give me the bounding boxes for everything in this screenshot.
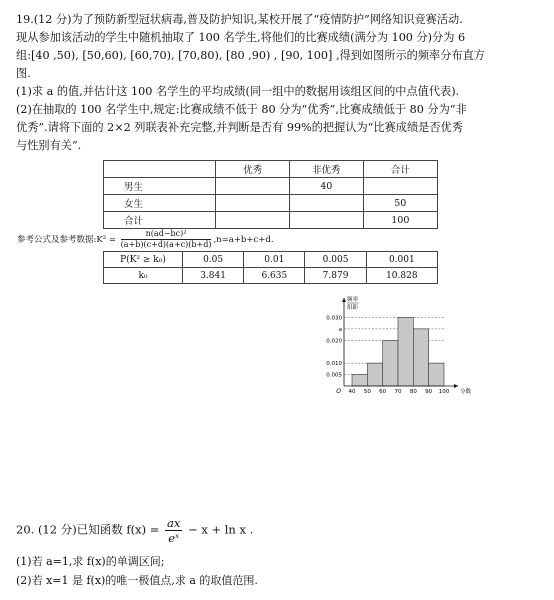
- q20-part-1: (1)若 a=1,求 f(x)的单调区间;: [16, 555, 165, 568]
- table-cell: [289, 195, 363, 212]
- q19-line-1: 19.(12 分)为了预防新型冠状病毒,普及防护知识,某校开展了“疫情防护”网络知识竞赛活动.: [16, 13, 463, 26]
- table-header-cell: 优秀: [216, 161, 290, 178]
- x-axis-label: 分数: [460, 389, 472, 395]
- table-cell: P(K² ≥ k₀): [104, 252, 183, 268]
- histogram-bar: [398, 317, 413, 386]
- q20-numerator: ax: [167, 516, 181, 530]
- q20-part-2: (2)若 x=1 是 f(x)的唯一极值点,求 a 的取值范围.: [16, 574, 258, 587]
- histogram-bar: [352, 375, 367, 386]
- x-tick-label: 60: [379, 389, 387, 395]
- table-row: [104, 178, 438, 195]
- table-cell: 7.879: [305, 268, 366, 284]
- reference-formula: [17, 229, 274, 250]
- table-cell: 0.001: [366, 252, 437, 268]
- formula-denominator: (a+b)(c+d)(a+c)(b+d): [120, 240, 212, 249]
- y-tick-label: a: [338, 326, 342, 333]
- q19-part-2c: 与性别有关”.: [16, 139, 82, 152]
- histogram-bar: [367, 363, 382, 386]
- table-row: [104, 252, 438, 268]
- x-tick-label: 90: [425, 389, 433, 395]
- table-cell: [216, 212, 290, 229]
- table-cell: 40: [289, 178, 363, 195]
- y-axis-arrow: [342, 298, 346, 302]
- table-row: [104, 268, 438, 284]
- table-header-cell: 非优秀: [289, 161, 363, 178]
- table-row: [104, 195, 438, 212]
- q20-denominator: eˣ: [168, 531, 180, 545]
- y-tick-label: 0.030: [326, 315, 342, 322]
- x-tick-label: 80: [409, 389, 417, 395]
- table-cell: 0.005: [305, 252, 366, 268]
- table-cell: 10.828: [366, 268, 437, 284]
- table-cell: 6.635: [244, 268, 305, 284]
- table-cell: 0.01: [244, 252, 305, 268]
- q19-line-2: 现从参加该活动的学生中随机抽取了 100 名学生,将他们的比赛成绩(满分为 100 分)分为 6: [16, 31, 466, 44]
- frequency-histogram: [318, 292, 472, 404]
- table-cell: 50: [363, 195, 437, 212]
- table-cell: 3.841: [183, 268, 244, 284]
- x-tick-label: 100: [438, 389, 450, 395]
- x-tick-label: 70: [394, 389, 402, 395]
- q19-line-3: 组:[40 ,50), [50,60), [60,70), [70,80), [80 ,90) , [90, 100] ,得到如图所示的频率分布直方: [16, 49, 485, 62]
- table-header-cell: [104, 161, 216, 178]
- table-header-row: [104, 161, 438, 178]
- formula-fraction: [121, 229, 212, 250]
- q19-part-1: (1)求 a 的值,并估计这 100 名学生的平均成绩(同一组中的数据用该组区间的中点值代表).: [16, 85, 460, 98]
- table-cell: [216, 195, 290, 212]
- table-header-cell: 合计: [363, 161, 437, 178]
- table-cell: [216, 178, 290, 195]
- y-tick-label: 0.010: [326, 361, 342, 368]
- contingency-table: [103, 160, 438, 229]
- histogram-bar: [429, 363, 444, 386]
- origin-label: O: [336, 388, 341, 395]
- x-axis-arrow: [454, 384, 458, 388]
- table-cell: 男生: [104, 178, 216, 195]
- table-cell: [289, 212, 363, 229]
- formula-numerator: n(ad−bc)²: [121, 229, 212, 240]
- table-row: [104, 212, 438, 229]
- q19-line-4: 图.: [16, 67, 31, 80]
- formula-k2: K² =: [96, 235, 116, 245]
- x-tick-label: 50: [363, 389, 371, 395]
- table-cell: [363, 178, 437, 195]
- q20-stem: [16, 516, 253, 545]
- q20-fraction: [165, 516, 182, 545]
- y-tick-label: 0.005: [326, 372, 342, 379]
- histogram-bar: [413, 329, 428, 386]
- table-cell: k₀: [104, 268, 183, 284]
- table-cell: 0.05: [183, 252, 244, 268]
- q19-part-2a: (2)在抽取的 100 名学生中,规定:比赛成绩不低于 80 分为“优秀”,比赛成绩低于 80 分为“非: [16, 103, 467, 116]
- critical-value-table: [103, 251, 438, 284]
- q20-lead: 20. (12 分)已知函数 f(x) =: [16, 522, 160, 537]
- histogram-bar: [383, 340, 398, 386]
- y-axis-label-top: 频率: [347, 297, 359, 303]
- q19-part-2b: 优秀”.请将下面的 2×2 列联表补充完整,并判断是否有 99%的把握认为“比赛成绩是否优秀: [16, 121, 463, 134]
- table-cell: 女生: [104, 195, 216, 212]
- y-axis-label-bottom: 组距: [347, 305, 359, 311]
- q20-tail: − x + ln x .: [188, 522, 254, 537]
- formula-suffix: ,n=a+b+c+d.: [213, 235, 274, 245]
- table-cell: 合计: [104, 212, 216, 229]
- x-tick-label: 40: [348, 389, 356, 395]
- formula-prefix: 参考公式及参考数据:: [17, 235, 97, 245]
- y-tick-label: 0.020: [326, 338, 342, 345]
- table-cell: 100: [363, 212, 437, 229]
